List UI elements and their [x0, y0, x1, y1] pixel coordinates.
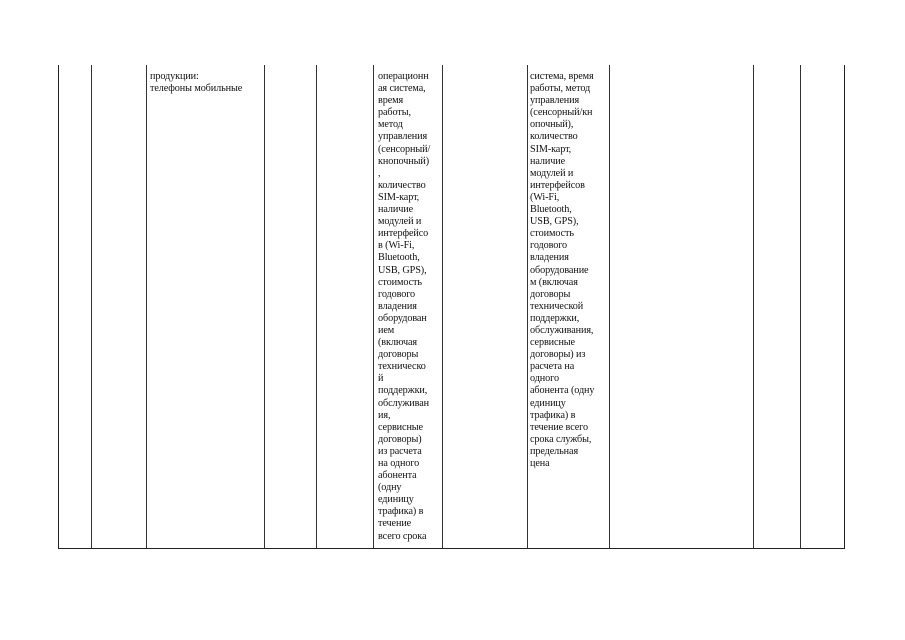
table-column-2: [92, 65, 147, 548]
requirements-cell-text: система, время работы, метод управления (сенсорный/кн опочный), количество SIM-карт, наличие модулей и интерфейсов (Wi-Fi, Bluetooth, USB, GPS), стоимость годового владения оборудование м (включая договоры технической поддержки, обслуживания, сервисные договоры) из расчета на одного абонента (одну единицу трафика) в течение всего срока службы, предельная цена: [530, 71, 595, 469]
table-column-9: [610, 65, 754, 548]
table-column-1: [59, 65, 92, 548]
table-column-10: [754, 65, 801, 548]
table-column-7: [443, 65, 528, 548]
table-column-characteristics: [374, 65, 443, 548]
procurement-table: [58, 65, 845, 549]
table-column-4: [265, 65, 317, 548]
table-column-product: [147, 65, 265, 548]
table-column-requirements: [528, 65, 610, 548]
table-column-5: [317, 65, 374, 548]
table-column-11: [801, 65, 846, 548]
product-cell-text: продукции: телефоны мобильные: [150, 71, 243, 95]
characteristics-cell-text: операционн ая система, время работы, метод управления (сенсорный/ кнопочный) , количество SIM-карт, наличие модулей и интерфейсо в (Wi-Fi, Bluetooth, USB, GPS), стоимость годового владения оборудован ием (включая договоры техническо й поддержки, обслуживан ия, сервисные договоры) из расчета на одного абонента (одну единицу трафика) в течение всего срока: [378, 71, 431, 542]
